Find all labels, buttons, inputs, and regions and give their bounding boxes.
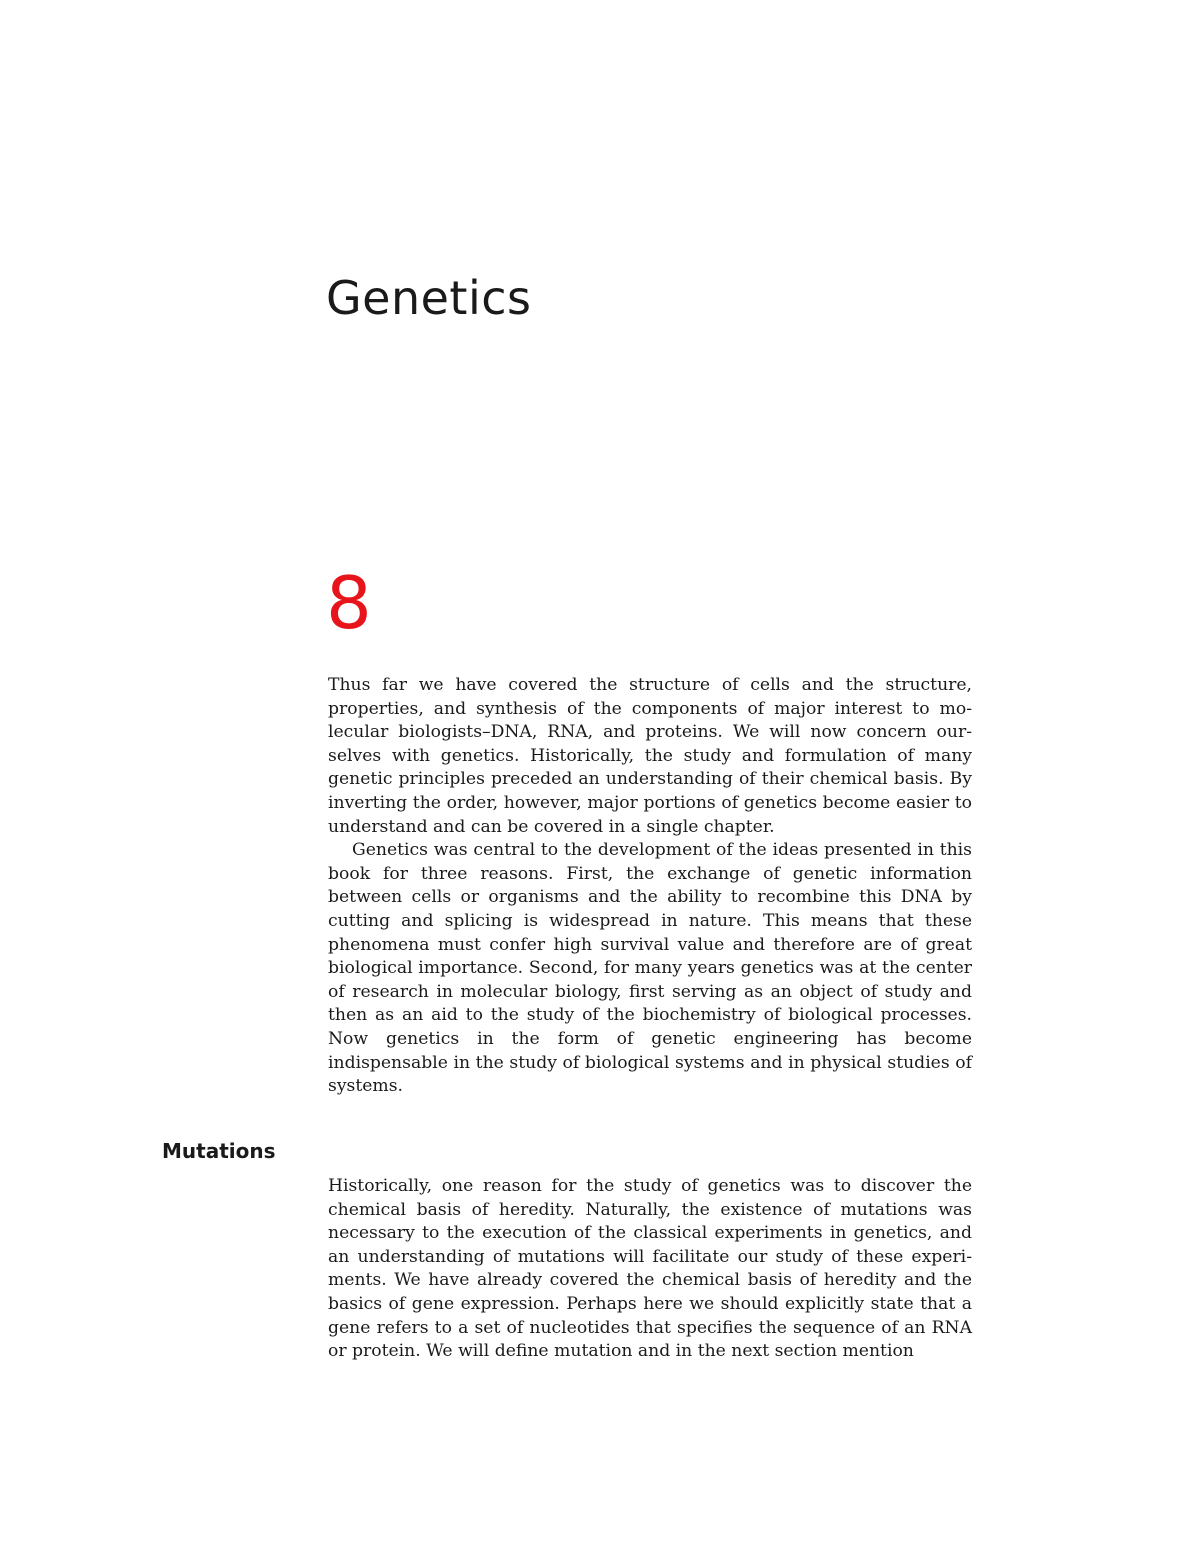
- intro-paragraph-1: Thus far we have covered the structure of cells and the structure, properties, and synthesis of the components of major interest to molecular biologists–DNA, RNA, and proteins. We will now concern ourselves with genetics. Historically, the study and formulation of many genetic principles preceded an understanding of their chemical basis. By inverting the order, however, major portions of genetics become easier to understand and can be covered in a single chapter.: [328, 675, 972, 837]
- section-heading-mutations: Mutations: [162, 1139, 276, 1163]
- intro-paragraph-2: Genetics was central to the development of the ideas presented in this book for three reasons. First, the exchange of genetic information between cells or organisms and the ability to recombine this DNA by cutting and splicing is widespread in nature. This means that these phenomena must confer high survival value and therefore are of great biological importance. Second, for many years genetics was at the center of research in molecular biology, first serving as an object of study and then as an aid to the study of the biochemistry of biological processes. Now genetics in the form of genetic engineering has become indispensable in the study of biological systems and in physical studies of systems.: [328, 840, 972, 1097]
- chapter-intro: [328, 674, 972, 1099]
- chapter-number: 8: [326, 561, 372, 645]
- chapter-title: Genetics: [326, 271, 532, 325]
- section-paragraph-1: Historically, one reason for the study of genetics was to discover the chemical basis of heredity. Naturally, the existence of mutations was necessary to the execution of the classical experiments in genetics, and an understanding of mutations will facilitate our study of these experiments. We have already covered the chemical basis of heredity and the basics of gene expression. Perhaps here we should explicitly state that a gene refers to a set of nucleotides that specifies the sequence of an RNA or protein. We will define mutation and in the next section mention: [328, 1176, 972, 1362]
- section-body-mutations: [328, 1175, 972, 1364]
